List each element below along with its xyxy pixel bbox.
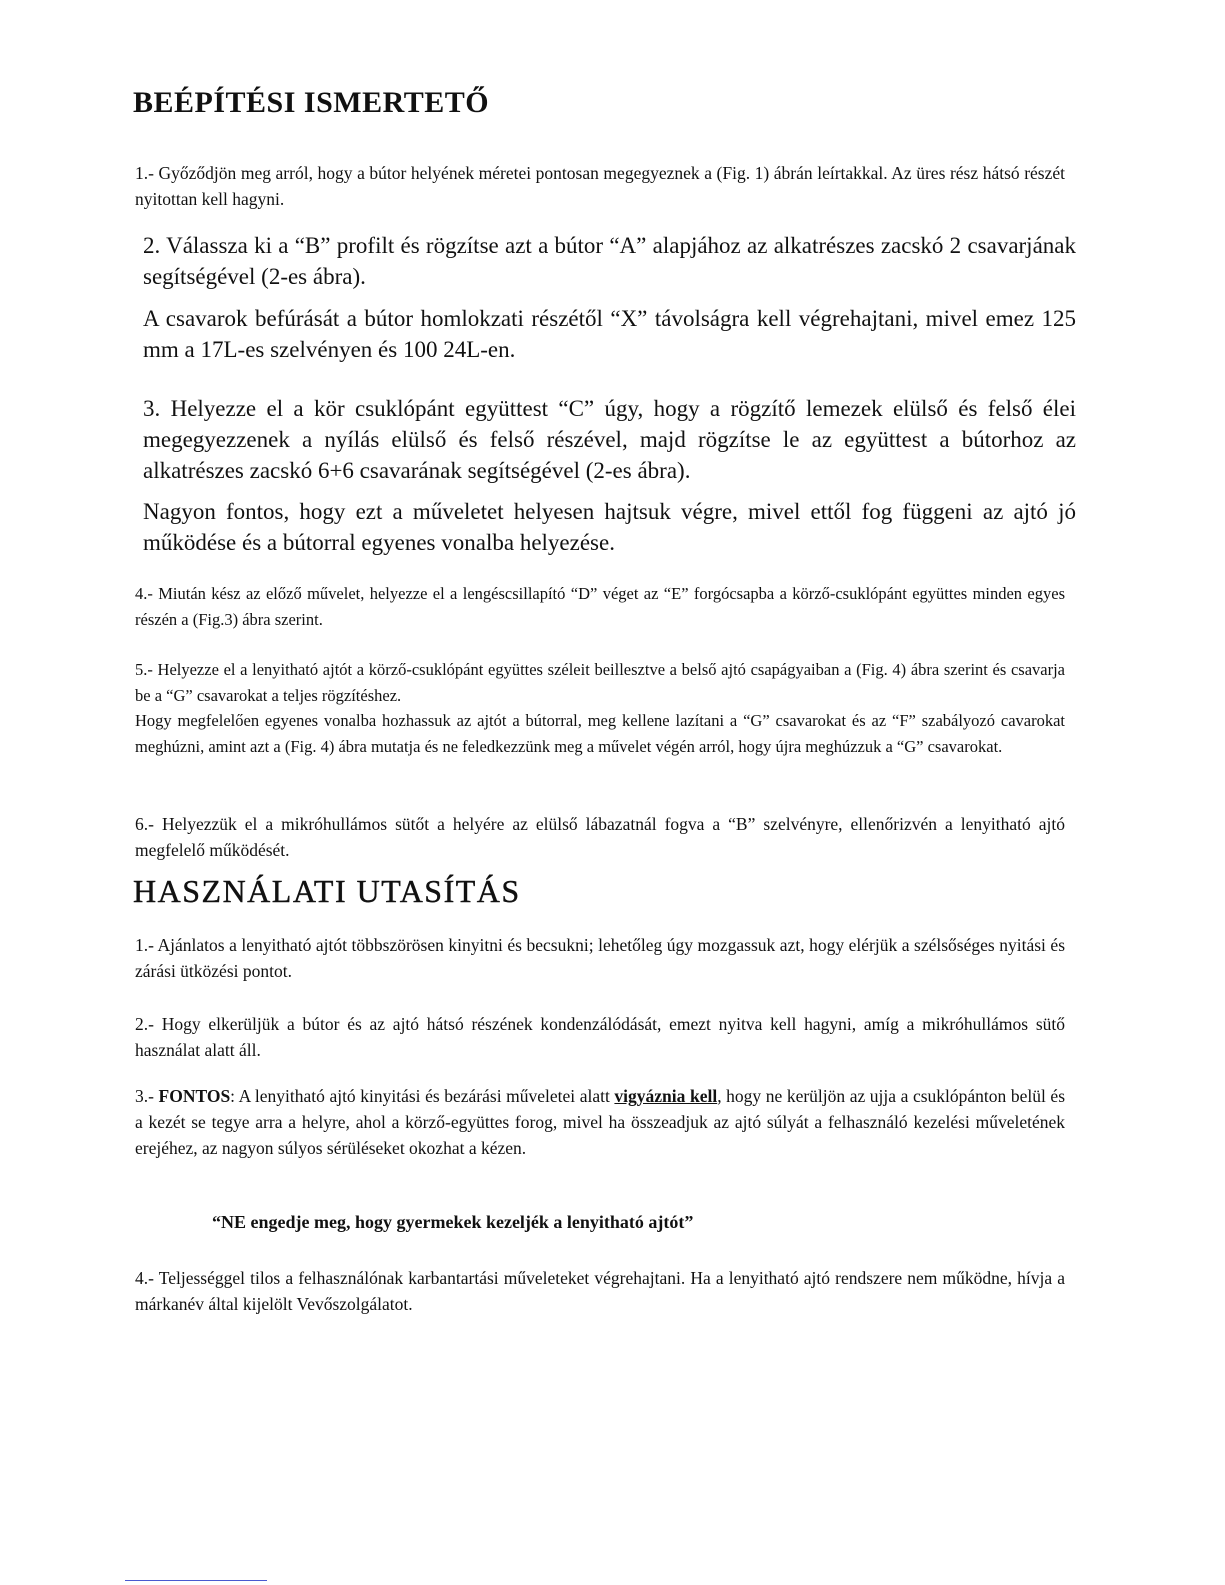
installation-step-4: 4.- Miután kész az előző művelet, helyezze el a lengéscsillapító “D” véget az “E” forgócsapba a körző-csuklópánt együttes minden egyes részén a (Fig.3) ábra szerint. bbox=[135, 584, 1065, 629]
footer-rule bbox=[125, 1580, 267, 1581]
section-title-usage: HASZNÁLATI UTASÍTÁS bbox=[133, 873, 521, 909]
installation-step-3-note: Nagyon fontos, hogy ezt a műveletet helyesen hajtsuk végre, mivel ettől fog függeni az ajtó jó működése és a bútorral egyenes vonalba helyezése. bbox=[143, 499, 1076, 555]
installation-step-2-note: A csavarok befúrását a bútor homlokzati részétől “X” távolságra kell végrehajtani, mivel emez 125 mm a 17L-es szelvényen és 100 24L-en. bbox=[143, 306, 1076, 362]
usage-step-1: 1.- Ajánlatos a lenyitható ajtót többszörösen kinyitni és becsukni; lehetőleg úgy mozgassuk azt, hogy elérjük a szélsőséges nyitási és zárási ütközési pontot. bbox=[135, 935, 1065, 981]
installation-step-3: 3. Helyezze el a kör csuklópánt együttest “C” úgy, hogy a rögzítő lemezek elülső és felső élei megegyezzenek a nyílás elülső és felső részével, majd rögzítse le az együttest a bútorhoz az alkatrészes zacskó 6+6 csavarának segítségével (2-es ábra). bbox=[143, 396, 1076, 483]
caution-emphasis: vigyáznia kell bbox=[614, 1086, 718, 1106]
important-label: FONTOS bbox=[158, 1086, 231, 1106]
section-title-installation: BEÉPÍTÉSI ISMERTETŐ bbox=[133, 86, 490, 119]
installation-step-5: 5.- Helyezze el a lenyitható ajtót a körző-csuklópánt együttes széleit beillesztve a belső ajtó csapágyaiban a (Fig. 4) ábra szerint és csavarja be a “G” csavarokat a teljes rögzítéshez. bbox=[135, 660, 1065, 705]
usage-step-2: 2.- Hogy elkerüljük a bútor és az ajtó hátsó részének kondenzálódását, emezt nyitva kell hagyni, amíg a mikróhullámos sütő használat alatt áll. bbox=[135, 1014, 1065, 1060]
usage-step-3 bbox=[135, 1083, 1065, 1161]
installation-step-6: 6.- Helyezzük el a mikróhullámos sütőt a helyére az elülső lábazatnál fogva a “B” szelvényre, ellenőrizvén a lenyitható ajtó megfelelő működését. bbox=[135, 814, 1065, 860]
installation-step-2: 2. Válassza ki a “B” profilt és rögzítse azt a bútor “A” alapjához az alkatrészes zacskó 2 csavarjának segítségével (2-es ábra). bbox=[143, 233, 1076, 289]
usage-step-4: 4.- Teljességgel tilos a felhasználónak karbantartási műveleteket végrehajtani. Ha a lenyitható ajtó rendszere nem működne, hívja a márkanév által kijelölt Vevőszolgálatot. bbox=[135, 1268, 1065, 1314]
installation-step-1: 1.- Győződjön meg arról, hogy a bútor helyének méretei pontosan megegyeznek a (Fig. 1) ábrán leírtakkal. Az üres rész hátsó részét nyitottan kell hagyni. bbox=[135, 163, 1065, 209]
installation-step-5-note: Hogy megfelelően egyenes vonalba hozhassuk az ajtót a bútorral, meg kellene lazítani a “G” csavarokat és az “F” szabályozó cavarokat meghúzni, amint azt a (Fig. 4) ábra mutatja és ne feledkezzünk meg a művelet végén arról, hogy újra meghúzzuk a “G” csavarokat. bbox=[135, 711, 1065, 756]
usage-step-3-rest: , hogy ne kerüljön az ujja a csuklópánton belül és a kezét se tegye arra a helyre, ahol a körző-együttes forog, mivel ha összeadjuk az ajtó súlyát a felhasználó kezelési műveletének erejéhez, az nagyon súlyos sérüléseket okozhat a kézen. bbox=[135, 1086, 1066, 1158]
child-safety-warning: “NE engedje meg, hogy gyermekek kezeljék a lenyitható ajtót” bbox=[212, 1212, 694, 1232]
usage-step-3-number: 3.- bbox=[135, 1086, 159, 1106]
usage-step-3-lead: : A lenyitható ajtó kinyitási és bezárási műveletei alatt bbox=[230, 1086, 615, 1106]
